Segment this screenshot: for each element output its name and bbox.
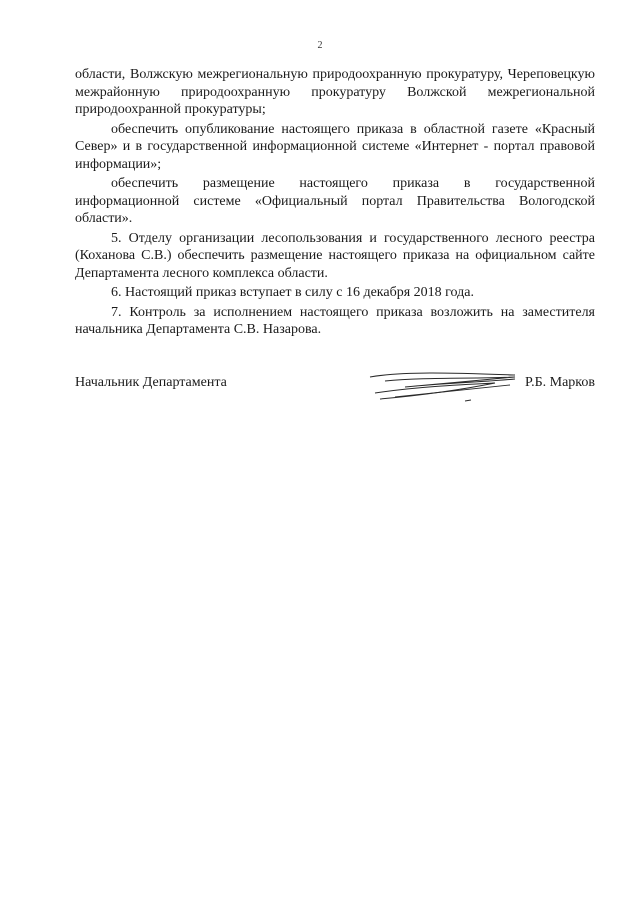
page-number: 2 — [317, 40, 323, 51]
signatory-title: Начальник Департамента — [75, 375, 227, 390]
handwritten-signature — [365, 367, 525, 407]
paragraph-publication: обеспечить опубликование настоящего приказа в областной газете «Красный Север» и в государственной информационной системе «Интернет - портал правовой информации»; — [75, 121, 595, 172]
paragraph-item-6: 6. Настоящий приказ вступает в силу с 16 декабря 2018 года. — [111, 285, 474, 300]
signature-block — [75, 375, 595, 415]
paragraph-prosecutors: области, Волжскую межрегиональную природоохранную прокуратуру, Череповецкую межрайонную природоохранную прокуратуру Волжской межрегиональной природоохранной прокуратуры; — [75, 67, 595, 117]
paragraph-item-5: 5. Отделу организации лесопользования и государственного лесного реестра (Коханова С.В.) обеспечить размещение настоящего приказа на официальном сайте Департамента лесного комплекса области. — [75, 230, 595, 281]
paragraph-portal-placement: обеспечить размещение настоящего приказа в государственной информационной системе «Официальный портал Правительства Вологодской области». — [75, 176, 595, 226]
signatory-name: Р.Б. Марков — [525, 375, 595, 390]
document-body — [75, 66, 595, 341]
paragraph-item-7: 7. Контроль за исполнением настоящего приказа возложить на заместителя начальника Департамента С.В. Назарова. — [75, 304, 595, 337]
